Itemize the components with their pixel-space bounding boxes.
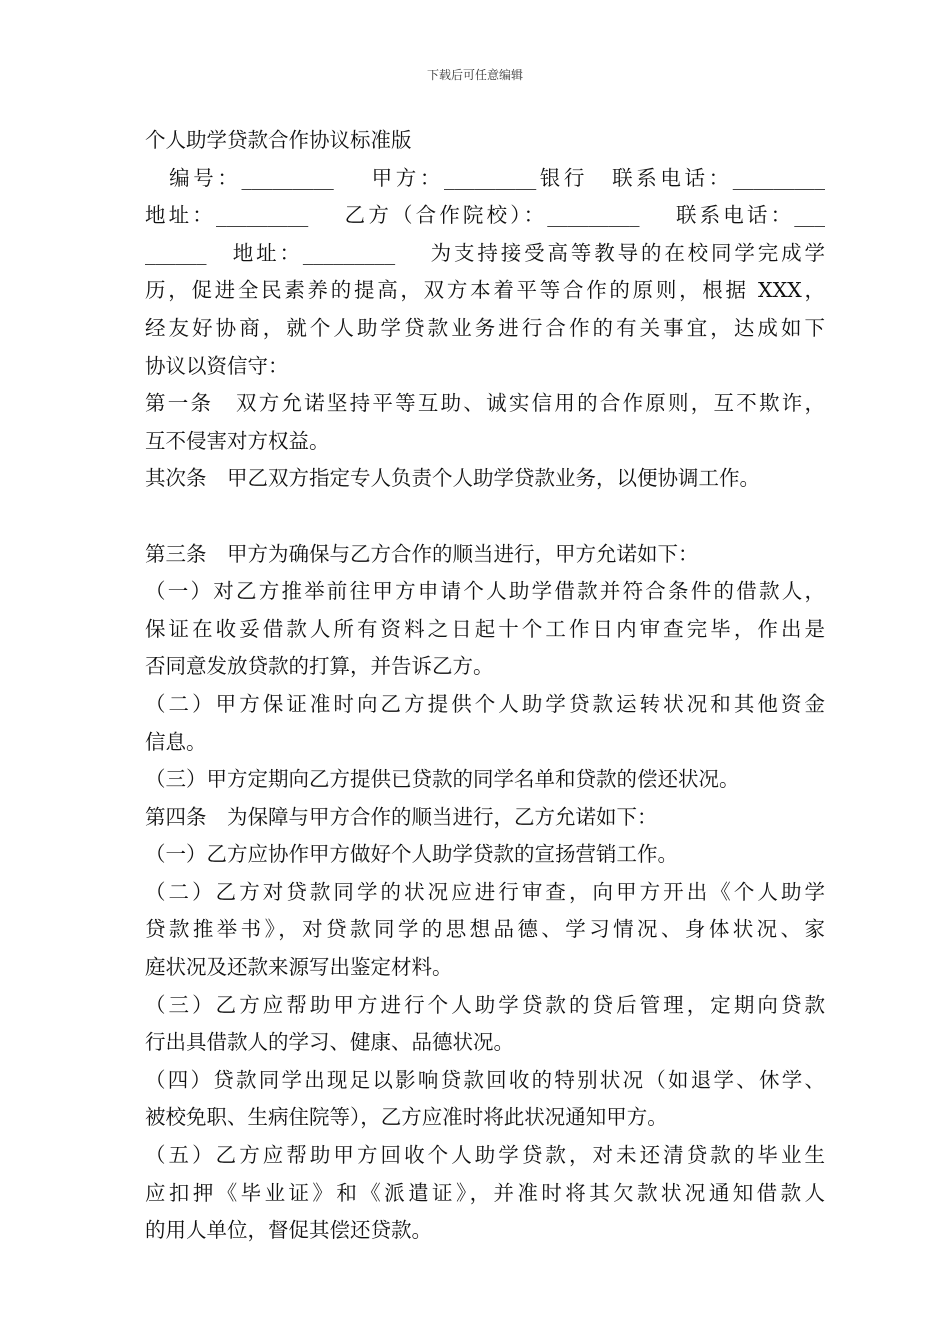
text-line: 贷款推举书》，对贷款同学的思想品德、学习情况、身体状况、家 xyxy=(145,917,825,942)
article-3-heading: 第三条 甲方为确保与乙方合作的顺当进行，甲方允诺如下： xyxy=(145,541,699,566)
text-line: 的用人单位，督促其偿还贷款。 xyxy=(145,1218,432,1243)
text-line: 经友好协商，就个人助学贷款业务进行合作的有关事宜，达成如下 xyxy=(145,315,825,340)
text-line: ______ 地址：_________ 为支持接受高等教导的在校同学完成学 xyxy=(145,240,825,265)
text-line: （一）乙方应协作甲方做好个人助学贷款的宣扬营销工作。 xyxy=(145,842,678,867)
text-line: （四）贷款同学出现足以影响贷款回收的特别状况（如退学、休学、 xyxy=(145,1067,825,1092)
text-line: 信息。 xyxy=(145,729,207,754)
text-line: 协议以资信守： xyxy=(145,353,289,378)
text-line: 历，促进全民素养的提高，双方本着平等合作的原则，根据 XXX， xyxy=(145,278,825,303)
text-line: （二）甲方保证准时向乙方提供个人助学贷款运转状况和其他资金 xyxy=(145,691,825,716)
article-1-heading: 第一条 双方允诺坚持平等互助、诚实信用的合作原则，互不欺诈， xyxy=(145,391,825,416)
document-title: 个人助学贷款合作协议标准版 xyxy=(145,128,412,152)
blank-line xyxy=(145,498,825,536)
text-line: 行出具借款人的学习、健康、品德状况。 xyxy=(145,1030,514,1055)
article-4-heading: 第四条 为保障与甲方合作的顺当进行，乙方允诺如下： xyxy=(145,804,658,829)
article-2-heading: 其次条 甲乙双方指定专人负责个人助学贷款业务，以便协调工作。 xyxy=(145,466,760,491)
page-header-note: 下载后可任意编辑 xyxy=(426,68,523,82)
text-line: 地址：_________ 乙方（合作院校）：_________ 联系电话：___ xyxy=(145,203,825,228)
text-line: 保证在收妥借款人所有资料之日起十个工作日内审查完毕，作出是 xyxy=(145,616,825,641)
document-body xyxy=(145,122,825,1250)
text-line: （二）乙方对贷款同学的状况应进行审查，向甲方开出《个人助学 xyxy=(145,879,825,904)
text-line: 被校免职、生病住院等），乙方应准时将此状况通知甲方。 xyxy=(145,1105,668,1130)
text-line: （五）乙方应帮助甲方回收个人助学贷款，对未还清贷款的毕业生 xyxy=(145,1143,825,1168)
text-line: （三）甲方定期向乙方提供已贷款的同学名单和贷款的偿还状况。 xyxy=(145,767,740,792)
text-line: 否同意发放贷款的打算，并告诉乙方。 xyxy=(145,654,494,679)
text-line: 互不侵害对方权益。 xyxy=(145,428,330,453)
text-line: （三）乙方应帮助甲方进行个人助学贷款的贷后管理，定期向贷款 xyxy=(145,992,825,1017)
text-line: 庭状况及还款来源写出鉴定材料。 xyxy=(145,955,453,980)
text-line: 应扣押《毕业证》和《派遣证》，并准时将其欠款状况通知借款人 xyxy=(145,1180,825,1205)
text-line: 编号：_________ 甲方：_________银行 联系电话：_________ xyxy=(145,165,825,190)
text-line: （一）对乙方推举前往甲方申请个人助学借款并符合条件的借款人， xyxy=(145,579,825,604)
